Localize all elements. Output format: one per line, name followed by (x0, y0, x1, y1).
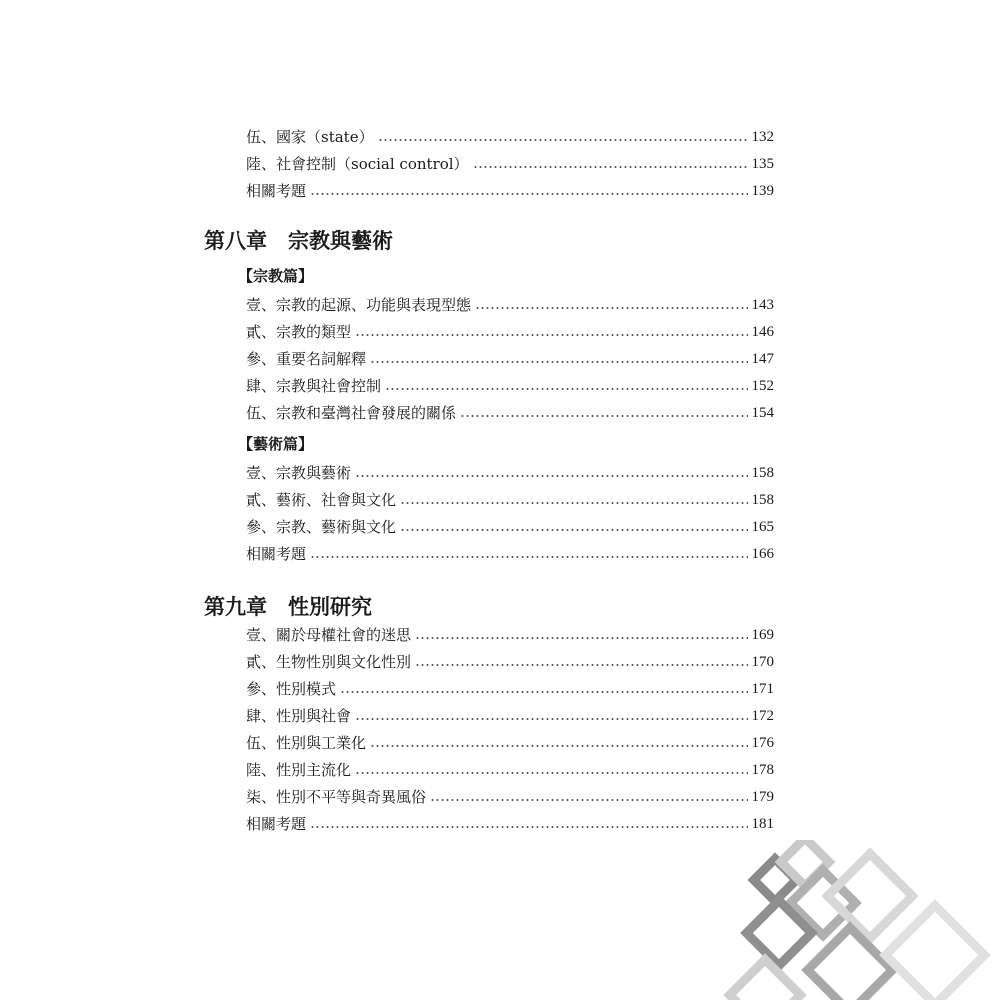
dot-leader (355, 718, 747, 720)
toc-entry-page: 152 (751, 378, 774, 394)
toc-entry[interactable] (246, 539, 774, 563)
dot-leader (460, 415, 747, 417)
toc-entry-label: 伍、宗教和臺灣社會發展的關係 (246, 404, 457, 422)
toc-entry-page: 172 (751, 708, 774, 724)
toc-entry-page: 147 (751, 351, 774, 367)
toc-entry-page: 165 (751, 519, 774, 535)
chapter-heading: 第八章 宗教與藝術 (204, 228, 393, 253)
toc-entry[interactable] (246, 290, 774, 314)
dot-leader (415, 664, 747, 666)
toc-entry-label: 相關考題 (246, 545, 307, 563)
toc-entry[interactable] (246, 398, 774, 422)
dot-leader (430, 799, 747, 801)
toc-entry-page: 179 (751, 789, 774, 805)
toc-entry[interactable] (246, 755, 774, 779)
dot-leader (310, 556, 747, 558)
dot-leader (400, 502, 747, 504)
toc-entry-page: 169 (751, 627, 774, 643)
toc-entry-page: 171 (751, 681, 774, 697)
dot-leader (415, 637, 747, 639)
toc-entry-label: 貳、生物性別與文化性別 (246, 653, 412, 671)
toc-entry-label: 壹、關於母權社會的迷思 (246, 626, 412, 644)
dot-leader (370, 745, 747, 747)
toc-entry-page: 158 (751, 465, 774, 481)
toc-entry-label: 伍、國家（state） (246, 128, 374, 146)
toc-entry[interactable] (246, 728, 774, 752)
toc-entry-label: 相關考題 (246, 815, 307, 833)
toc-entry-page: 170 (751, 654, 774, 670)
toc-entry[interactable] (246, 122, 774, 146)
toc-entry[interactable] (246, 701, 774, 725)
section-heading: 【宗教篇】 (238, 267, 314, 285)
toc-entry[interactable] (246, 485, 774, 509)
toc-entry[interactable] (246, 809, 774, 833)
section-heading: 【藝術篇】 (238, 435, 314, 453)
toc-entry-label: 伍、性別與工業化 (246, 734, 367, 752)
toc-entry-label: 肆、宗教與社會控制 (246, 377, 382, 395)
diamond-pattern-decoration (700, 840, 1000, 1000)
chapter-heading: 第九章 性別研究 (204, 594, 372, 619)
toc-entry[interactable] (246, 317, 774, 341)
toc-entry-page: 176 (751, 735, 774, 751)
dot-leader (385, 388, 747, 390)
dot-leader (378, 139, 748, 141)
diamond-shape (828, 854, 913, 939)
toc-entry-label: 陸、社會控制（social control） (246, 155, 469, 173)
dot-leader (355, 475, 747, 477)
toc-entry-page: 132 (751, 129, 774, 145)
toc-entry-page: 139 (751, 183, 774, 199)
toc-entry[interactable] (246, 149, 774, 173)
toc-entry-label: 相關考題 (246, 182, 307, 200)
dot-leader (355, 772, 747, 774)
toc-entry-page: 146 (751, 324, 774, 340)
toc-entry-label: 參、宗教、藝術與文化 (246, 518, 397, 536)
toc-entry-page: 181 (751, 816, 774, 832)
toc-entry[interactable] (246, 371, 774, 395)
toc-entry-page: 154 (751, 405, 774, 421)
toc-entry-label: 參、重要名詞解釋 (246, 350, 367, 368)
toc-entry-label: 肆、性別與社會 (246, 707, 352, 725)
diamond-shape (781, 840, 829, 886)
toc-entry[interactable] (246, 344, 774, 368)
toc-entry-label: 陸、性別主流化 (246, 761, 352, 779)
diamond-shape (730, 960, 801, 1000)
diamond-shape (886, 906, 985, 1000)
toc-entry-label: 壹、宗教的起源、功能與表現型態 (246, 296, 472, 314)
toc-entry-page: 166 (751, 546, 774, 562)
toc-entry[interactable] (246, 674, 774, 698)
toc-entry-page: 158 (751, 492, 774, 508)
toc-entry[interactable] (246, 782, 774, 806)
dot-leader (355, 334, 747, 336)
dot-leader (310, 193, 747, 195)
toc-entry-page: 143 (751, 297, 774, 313)
toc-entry[interactable] (246, 458, 774, 482)
toc-entry[interactable] (246, 512, 774, 536)
dot-leader (310, 826, 747, 828)
toc-entry-label: 貳、宗教的類型 (246, 323, 352, 341)
toc-entry-page: 135 (751, 156, 774, 172)
dot-leader (475, 307, 747, 309)
toc-entry-label: 貳、藝術、社會與文化 (246, 491, 397, 509)
toc-entry[interactable] (246, 620, 774, 644)
dot-leader (473, 166, 748, 168)
toc-entry-label: 參、性別模式 (246, 680, 337, 698)
dot-leader (370, 361, 747, 363)
toc-entry-label: 壹、宗教與藝術 (246, 464, 352, 482)
dot-leader (340, 691, 747, 693)
toc-entry-label: 柒、性別不平等與奇異風俗 (246, 788, 427, 806)
toc-entry[interactable] (246, 176, 774, 200)
toc-entry-page: 178 (751, 762, 774, 778)
toc-entry[interactable] (246, 647, 774, 671)
dot-leader (400, 529, 747, 531)
